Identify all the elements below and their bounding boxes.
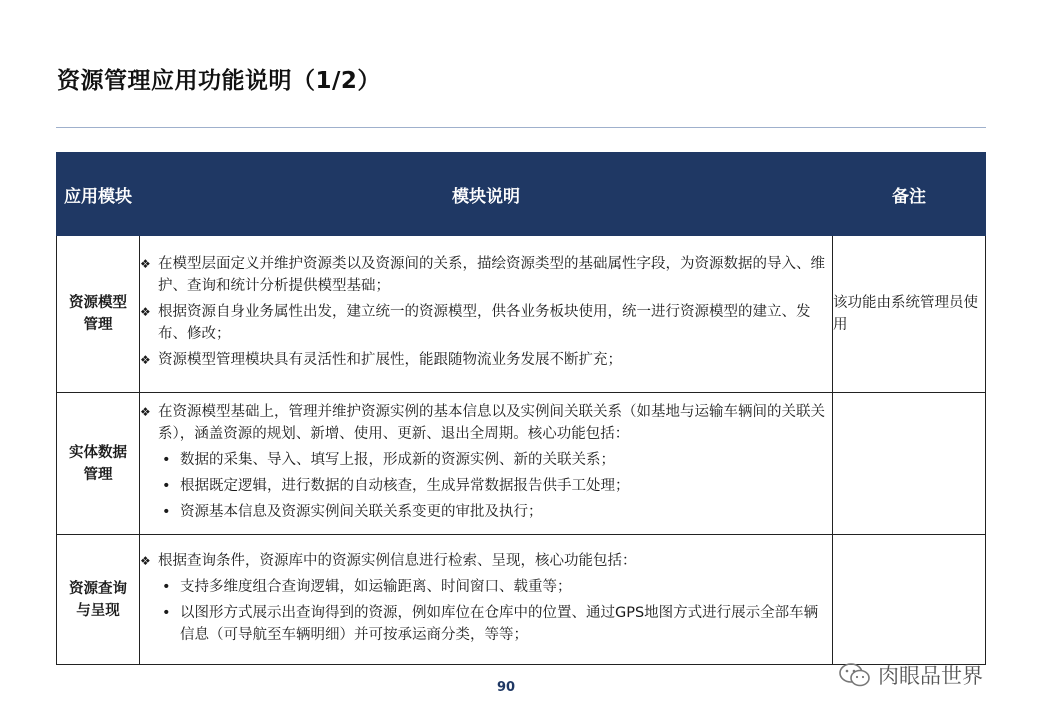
diamond-bullet-icon: ❖ xyxy=(140,257,151,271)
module-name-line: 与呈现 xyxy=(76,602,120,619)
dot-bullet-icon: • xyxy=(162,477,171,494)
dot-bullet-icon: • xyxy=(162,604,171,621)
sub-list-item xyxy=(140,501,832,523)
page-title: 资源管理应用功能说明（1/2） xyxy=(57,68,381,94)
point-text: 根据资源自身业务属性出发，建立统一的资源模型，供各业务板块使用，统一进行资源模型的建立、发布、修改； xyxy=(158,304,811,342)
module-name-line: 资源查询 xyxy=(69,580,127,597)
function-table xyxy=(56,152,986,665)
list-item xyxy=(140,301,832,345)
list-item xyxy=(140,349,832,371)
point-text: 在资源模型基础上，管理并维护资源实例的基本信息以及实例间关联关系（如基地与运输车辆间的关联关系），涵盖资源的规划、新增、使用、更新、退出全周期。核心功能包括： xyxy=(158,403,825,442)
header-note: 备注 xyxy=(833,153,986,236)
point-text: 资源模型管理模块具有灵活性和扩展性，能跟随物流业务发展不断扩充； xyxy=(158,352,622,368)
module-cell xyxy=(57,393,140,535)
subpoint-text: 数据的采集、导入、填写上报，形成新的资源实例、新的关联关系； xyxy=(180,451,615,468)
description-cell xyxy=(140,236,833,393)
note-cell xyxy=(833,535,986,665)
table-header-row xyxy=(57,153,986,236)
point-text: 在模型层面定义并维护资源类以及资源间的关系，描绘资源类型的基础属性字段，为资源数据的导入、维护、查询和统计分析提供模型基础； xyxy=(158,256,825,294)
wechat-icon xyxy=(838,662,872,688)
dot-bullet-icon: • xyxy=(162,578,171,595)
subpoint-text: 以图形方式展示出查询得到的资源，例如库位在仓库中的位置、通过GPS地图方式进行展示全部车辆信息（可导航至车辆明细）并可按承运商分类，等等； xyxy=(180,604,819,643)
description-cell xyxy=(140,393,833,535)
diamond-bullet-icon: ❖ xyxy=(140,553,151,568)
note-cell: 该功能由系统管理员使用 xyxy=(833,236,986,393)
table-row xyxy=(57,236,986,393)
diamond-bullet-icon: ❖ xyxy=(140,404,151,419)
list-item xyxy=(140,253,832,297)
diamond-bullet-icon: ❖ xyxy=(140,353,151,367)
subpoint-text: 根据既定逻辑，进行数据的自动核查，生成异常数据报告供手工处理； xyxy=(180,477,630,494)
dot-bullet-icon: • xyxy=(162,503,171,520)
sub-list-item xyxy=(140,602,832,646)
list-item xyxy=(140,550,832,572)
watermark-text: 肉眼品世界 xyxy=(878,664,983,688)
table-row xyxy=(57,535,986,665)
diamond-bullet-icon: ❖ xyxy=(140,305,151,319)
note-cell xyxy=(833,393,986,535)
subpoint-text: 支持多维度组合查询逻辑，如运输距离、时间窗口、载重等； xyxy=(180,578,572,595)
list-item xyxy=(140,401,832,445)
module-name-line: 管理 xyxy=(83,466,113,483)
module-cell xyxy=(57,236,140,393)
table-row xyxy=(57,393,986,535)
module-cell xyxy=(57,535,140,665)
sub-list-item xyxy=(140,449,832,471)
watermark xyxy=(838,660,983,690)
dot-bullet-icon: • xyxy=(162,451,171,468)
title-divider xyxy=(56,127,986,128)
header-description: 模块说明 xyxy=(140,153,833,236)
subpoint-text: 资源基本信息及资源实例间关联关系变更的审批及执行； xyxy=(180,503,543,520)
module-name-line: 资源模型 xyxy=(69,295,127,311)
page-number: 90 xyxy=(497,680,516,695)
sub-list-item xyxy=(140,576,832,598)
module-name-line: 实体数据 xyxy=(69,444,127,461)
sub-list-item xyxy=(140,475,832,497)
description-cell xyxy=(140,535,833,665)
header-module: 应用模块 xyxy=(57,153,140,236)
point-text: 根据查询条件，资源库中的资源实例信息进行检索、呈现，核心功能包括： xyxy=(158,552,637,569)
module-name-line: 管理 xyxy=(83,317,113,333)
